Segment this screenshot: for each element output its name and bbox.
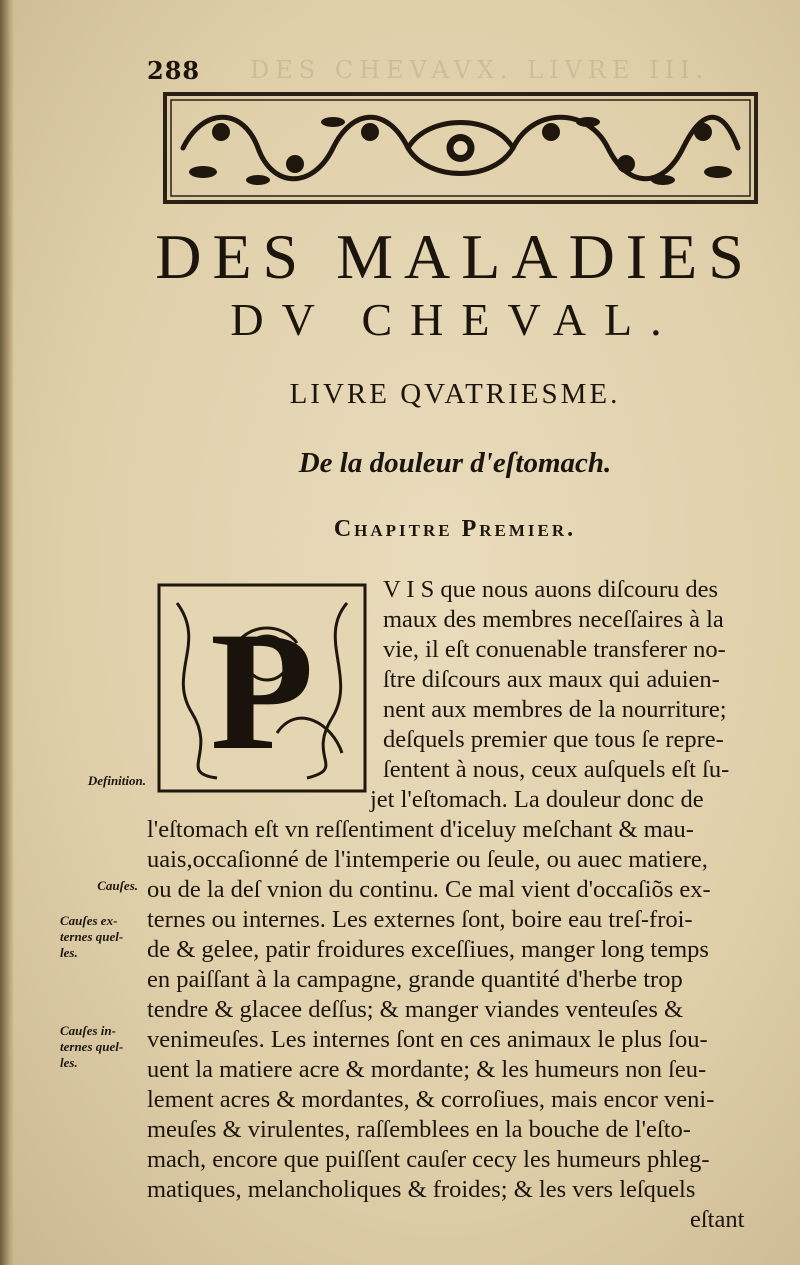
dropcap-letter: P xyxy=(210,597,314,785)
catchword: eſtant xyxy=(690,1206,745,1233)
page-number: 288 xyxy=(147,56,201,85)
text-line: vie, il eſt conuenable transferer no- xyxy=(383,636,726,663)
text-line: en paiſſant à la campagne, grande quantité d'herbe trop xyxy=(147,966,683,993)
text-line: uent la matiere acre & mordante; & les humeurs non ſeu- xyxy=(147,1056,707,1083)
text-line: venimeuſes. Les internes ſont en ces animaux le plus ſou- xyxy=(147,1026,708,1053)
text-line: mach, encore que puiſſent cauſer cecy les humeurs phleg- xyxy=(147,1146,710,1173)
text-line: matiques, melancholiques & froides; & les vers leſquels xyxy=(147,1176,696,1203)
margin-note-internal-causes: Cauſes in- ternes quel- les. xyxy=(60,1023,124,1070)
text-line: maux des membres neceſſaires à la xyxy=(383,606,724,633)
margin-note-causes: Cauſes. xyxy=(97,878,138,893)
text-line: deſquels premier que tous ſe repre- xyxy=(383,726,724,753)
book-heading: LIVRE QVATRIESME. xyxy=(289,378,621,410)
decorated-initial-p xyxy=(157,583,367,793)
text-line: jet l'eſtomach. La douleur donc de xyxy=(370,786,704,813)
text-line: nent aux membres de la nourriture; xyxy=(383,696,727,723)
margin-note-definition: Definition. xyxy=(87,773,146,788)
main-title-line-2: DV CHEVAL. xyxy=(230,294,680,345)
text-line: ou de la deſ vnion du continu. Ce mal vient d'occaſiõs ex- xyxy=(147,876,711,903)
text-line: l'eſtomach eſt vn reſſentiment d'iceluy meſchant & mau- xyxy=(147,816,694,843)
margin-note-external-causes: Cauſes ex- ternes quel- les. xyxy=(60,913,124,960)
chapter-heading: Chapitre Premier. xyxy=(333,516,577,542)
text-line: tendre & glacee deſſus; & manger viandes venteuſes & xyxy=(147,996,684,1023)
text-line: lement acres & mordantes, & corroſiues, mais encor veni- xyxy=(147,1086,715,1113)
text-line: ſentent à nous, ceux auſquels eſt ſu- xyxy=(383,756,730,783)
text-line: V I S que nous auons diſcouru des xyxy=(383,576,719,603)
show-through-running-head: DES CHEVAVX. LIVRE III. xyxy=(250,56,710,84)
text-line: meuſes & virulentes, raſſemblees en la bouche de l'eſto- xyxy=(147,1116,691,1143)
text-line: de & gelee, patir froidures exceſſiues, manger long temps xyxy=(147,936,709,963)
section-subtitle: De la douleur d'eſtomach. xyxy=(298,447,612,479)
main-title: DES MALADIES xyxy=(155,221,755,292)
binding-gutter xyxy=(0,0,14,1265)
headpiece-ornament xyxy=(163,92,758,204)
text-line: uais,occaſionné de l'intemperie ou ſeule, ou auec matiere, xyxy=(147,846,708,873)
text-line: ternes ou internes. Les externes ſont, boire eau treſ-froi- xyxy=(147,906,693,933)
text-line: ſtre diſcours aux maux qui aduien- xyxy=(383,666,720,693)
